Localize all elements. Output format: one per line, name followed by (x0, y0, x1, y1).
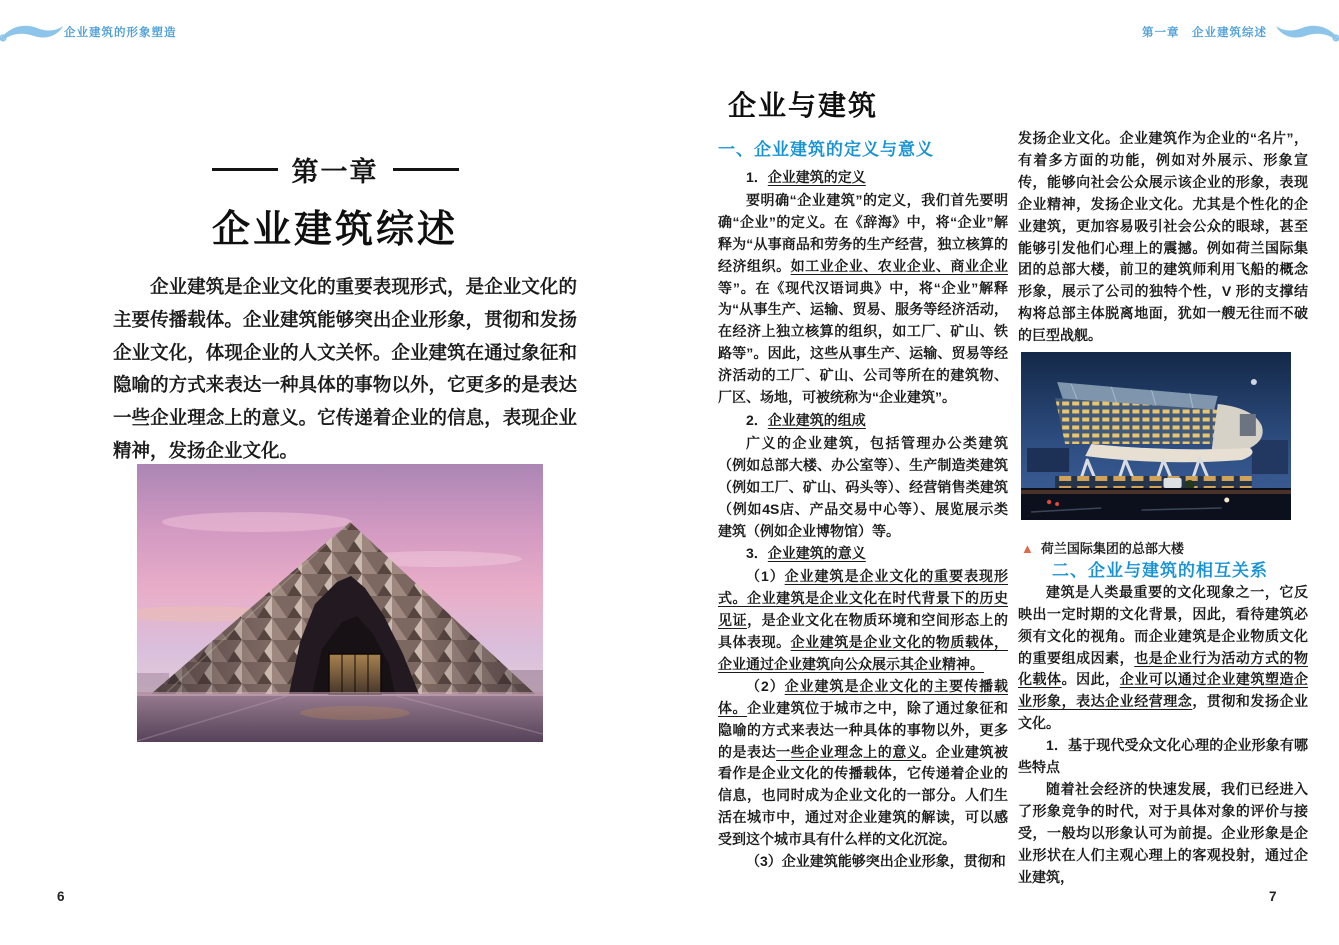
photo-caption (1021, 538, 1308, 560)
paragraph: 建筑是人类最重要的文化现象之一，它反映出一定时期的文化背景，因此，看待建筑必须有文化的视角。而企业建筑是企业物质文化的重要组成因素，也是企业行为活动方式的物化载体。因此，企业可以通过企业建筑塑造企业形象，表达企业经营理念，贯彻和发扬企业文化。 (1018, 583, 1309, 732)
paragraph: （2）企业建筑是企业文化的主要传播载体。企业建筑位于城市之中，除了通过象征和隐喻的方式来表达一种具体的事物以外，更多的是表达一些企业理念上的意义。企业建筑被看作是企业文化的传播载体，它传递着企业的信息，也同时成为企业文化的一部分。人们生活在城市中，通过对企业建筑的解读，可以感受到这个城市具有什么样的文化沉淀。 (718, 677, 1009, 848)
subsection-heading: 3．企业建筑的意义 (746, 545, 866, 562)
text-column-1 (718, 166, 1008, 873)
paragraph: （1）企业建筑是企业文化的重要表现形式。企业建筑是企业文化在时代背景下的历史见证，是企业文化在物质环境和空间形态上的具体表现。企业建筑是企业文化的物质载体，企业通过企业建筑向公众展示其企业精神。 (718, 568, 1009, 672)
wave-logo-icon (0, 18, 64, 48)
wave-logo-icon (1275, 18, 1339, 48)
paragraph: 广义的企业建筑，包括管理办公类建筑（例如总部大楼、办公室等）、生产制造类建筑（例如工厂、矿山、码头等）、经营销售类建筑（例如4S店、产品交易中心等）、展览展示类建筑（例如企业博物馆）等。 (718, 434, 1008, 539)
section-heading-2: 二、企业与建筑的相互关系 (1052, 560, 1268, 580)
paragraph: 要明确“企业建筑”的定义，我们首先要明确“企业”的定义。在《辞海》中，将“企业”解释为“从事商品和劳务的生产经营，独立核算的经济组织。如工业企业、农业企业、商业企业等”。在《现代汉语词典》中，将“企业”解释为“从事生产、运输、贸易、服务等经济活动，在经济上独立核算的组织，如工厂、矿山、铁路等”。因此，这些从事生产、运输、贸易等经济活动的工厂、矿山、公司等所在的建筑物、厂区、场地，可被统称为“企业建筑”。 (718, 191, 1009, 406)
sunset-pavilion-photo (137, 464, 543, 742)
chapter-rule (393, 168, 459, 172)
ing-headquarters-photo (1021, 352, 1291, 520)
page-number-right: 7 (1269, 889, 1277, 904)
paragraph: 随着社会经济的快速发展，我们已经进入了形象竞争的时代，对于具体对象的评价与接受，一般均以形象认可为前提。企业形象是企业形状在人们主观心理上的客观投射，通过企业建筑， (1018, 780, 1308, 885)
chapter-title: 企业建筑综述 (211, 209, 458, 251)
chapter-head (95, 150, 575, 253)
running-head-right: 第一章 企业建筑综述 (1142, 27, 1267, 39)
subsection-heading: 1．企业建筑的定义 (746, 169, 866, 185)
paragraph: （3）企业建筑能够突出企业形象，贯彻和 (746, 853, 1006, 870)
chapter-rule (212, 168, 278, 172)
chapter-label: 第一章 (291, 157, 379, 187)
chapter-intro-paragraph: 企业建筑是企业文化的重要表现形式，是企业文化的主要传播载体。企业建筑能够突出企业形象，贯彻和发扬企业文化，体现企业的人文关怀。企业建筑在通过象征和隐喻的方式来表达一种具体的事物以外，它更多的是表达一些企业理念上的意义。它传递着企业的信息，表现企业精神，发扬企业文化。 (113, 276, 577, 461)
subsection-heading: 1．基于现代受众文化心理的企业形象有哪些特点 (1018, 737, 1308, 776)
page-title: 企业与建筑 (728, 90, 879, 121)
running-head-left: 企业建筑的形象塑造 (64, 27, 177, 39)
caption-text: 荷兰国际集团的总部大楼 (1040, 540, 1184, 556)
subsection-heading: 2．企业建筑的组成 (746, 411, 866, 428)
section-heading-1: 一、企业建筑的定义与意义 (718, 140, 934, 159)
caption-triangle-icon: ▲ (1021, 541, 1034, 557)
paragraph: 发扬企业文化。企业建筑作为企业的“名片”，有着多方面的功能，例如对外展示、形象宣传，能够向社会公众展示该企业的形象，表现企业精神，发扬企业文化。尤其是个性化的企业建筑，更加容易吸引社会公众的眼球，甚至能够引发他们心理上的震撼。例如荷兰国际集团的总部大楼，前卫的建筑师利用飞船的概念形象，展示了公司的独特个性，V 形的支撑结构将总部主体脱离地面，犹如一艘无往而不破的巨型战舰。 (1018, 130, 1308, 344)
page-number-left: 6 (57, 889, 65, 904)
text-column-2 (1018, 128, 1308, 888)
